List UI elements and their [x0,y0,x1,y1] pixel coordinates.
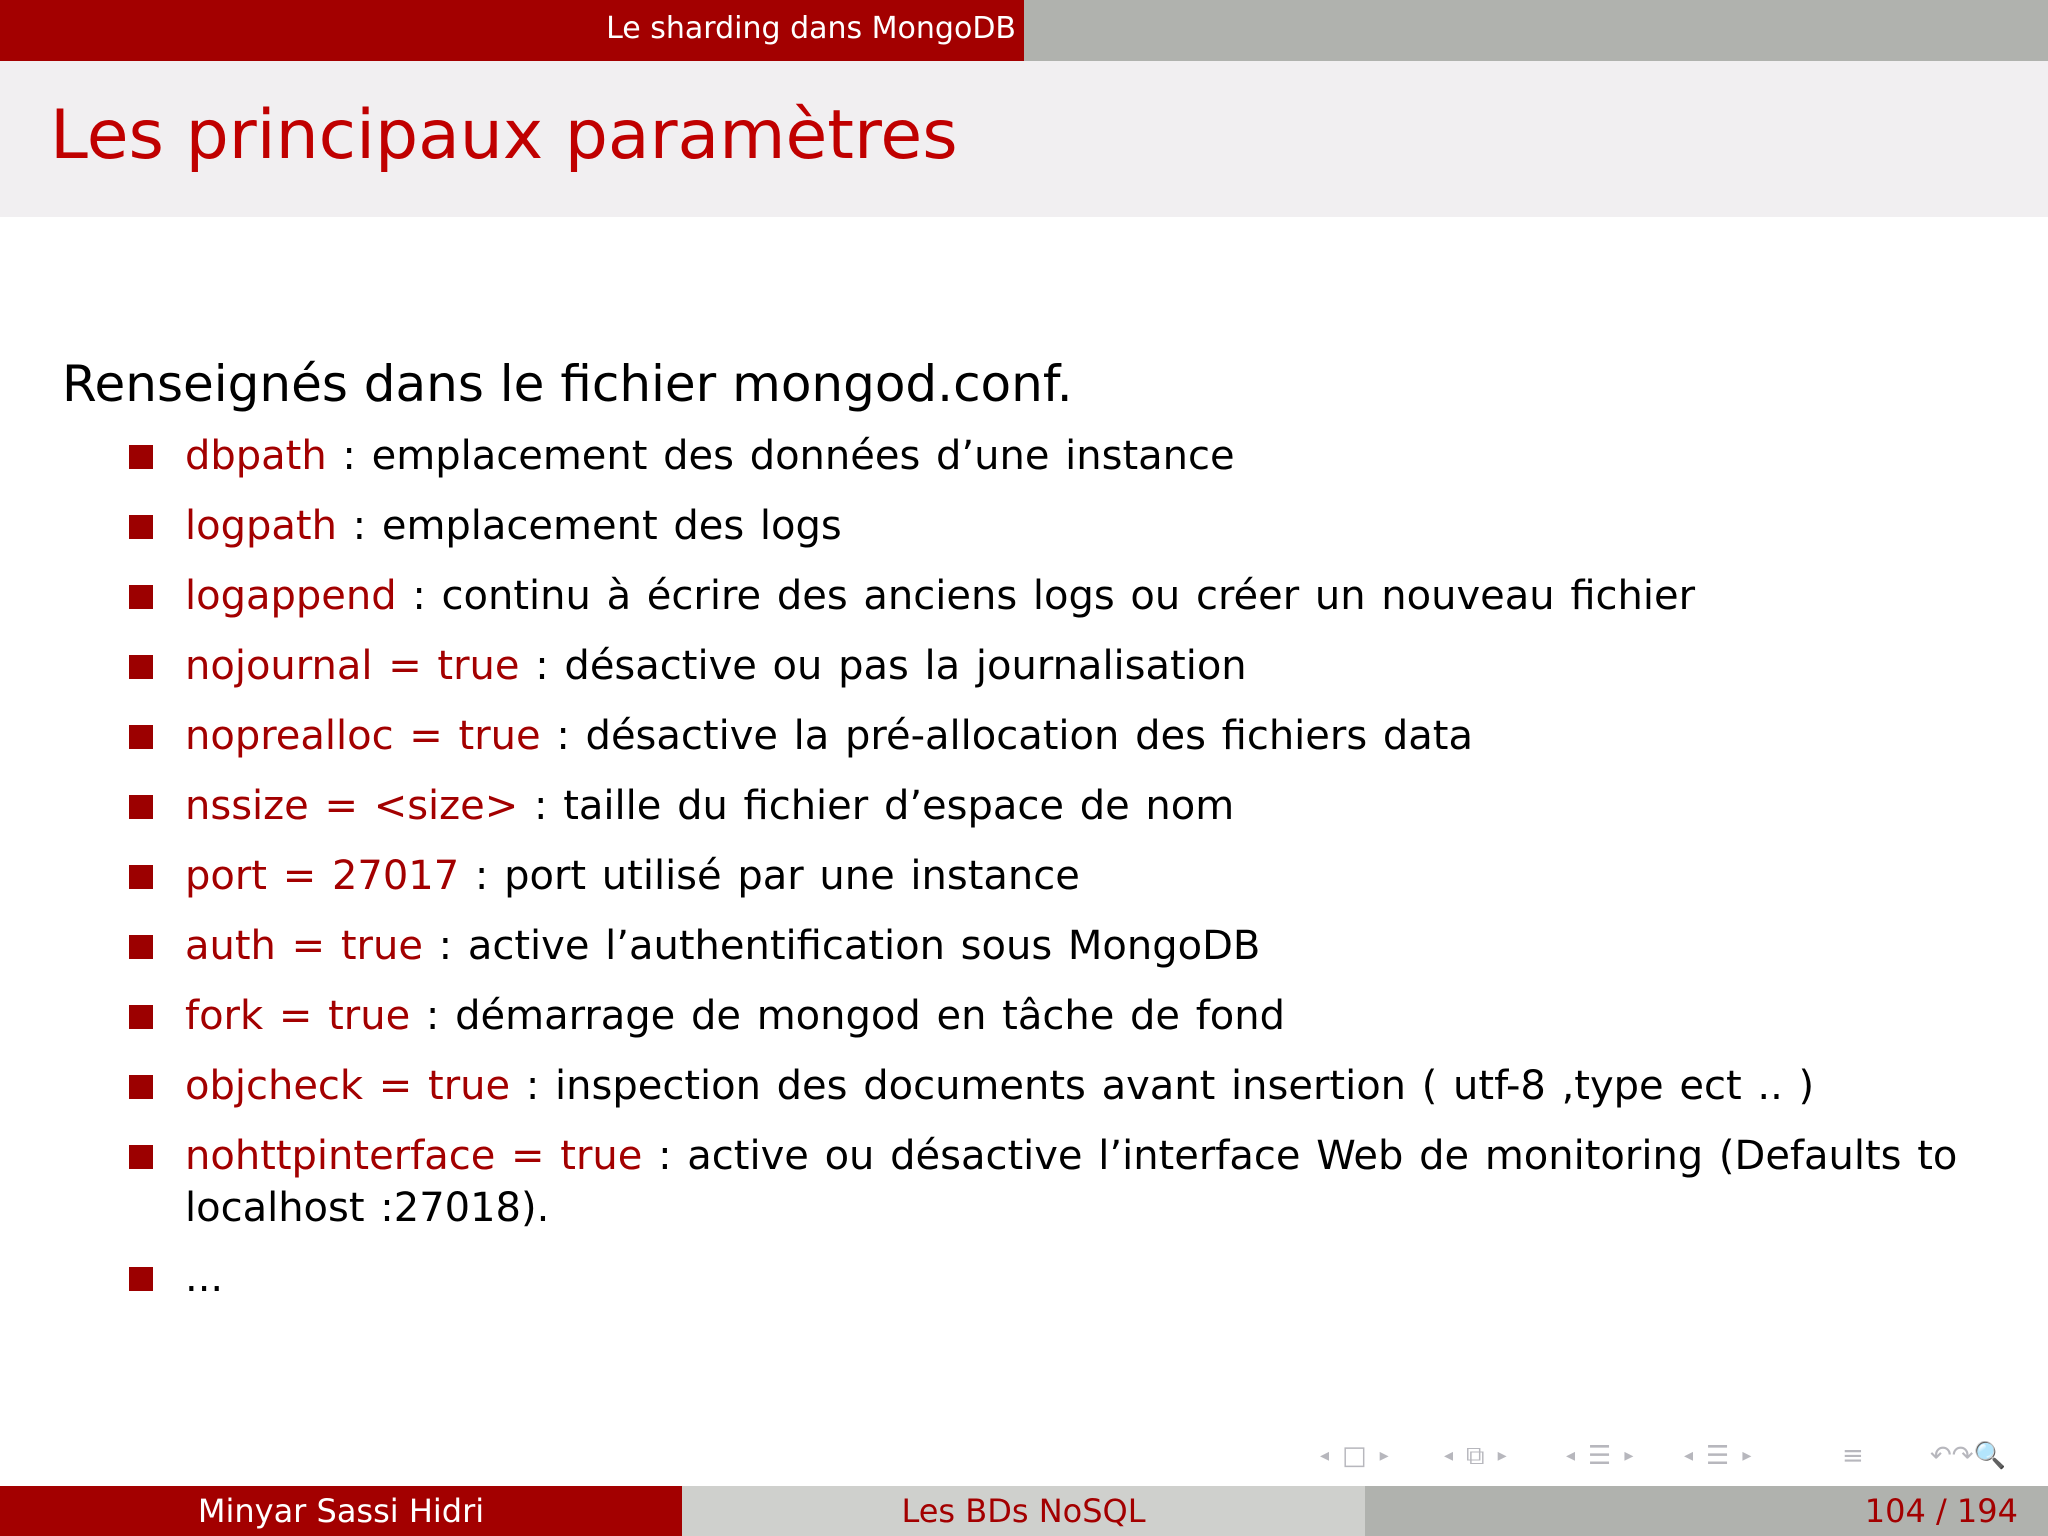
list-item [0,640,2048,692]
intro-text: Renseignés dans le fichier mongod.conf. [62,355,1073,413]
parameter-name: nojournal = true [185,643,520,689]
nav-next-subsection-icon[interactable]: ▸ [1497,1445,1507,1466]
nav-section-group[interactable] [1566,1438,1633,1474]
parameter-name: fork = true [185,993,411,1039]
nav-next-section-icon[interactable]: ▸ [1624,1445,1634,1466]
parameter-list [0,430,2048,1322]
parameter-name: objcheck = true [185,1063,511,1109]
nav-subsection-group[interactable] [1444,1438,1507,1474]
nav-prev-subsection-icon[interactable]: ◂ [1444,1445,1454,1466]
parameter-description: : active l’authentification sous MongoDB [422,923,1261,969]
parameter-name: logappend [185,573,397,619]
page-current: 104 [1864,1492,1926,1530]
list-item [0,430,2048,482]
subsection-icon[interactable]: ⧉ [1466,1441,1485,1471]
part-icon[interactable]: ☰ [1706,1441,1730,1471]
parameter-description: : port utilisé par une instance [459,853,1080,899]
nav-prev-frame-icon[interactable]: ◂ [1320,1445,1330,1466]
page-separator: / [1925,1492,1957,1530]
header-bar [0,0,2048,61]
parameter-name: auth = true [185,923,423,969]
bullet-icon [129,515,153,539]
bullet-icon [129,795,153,819]
page-total: 194 [1956,1492,2018,1530]
frame-title: Les principaux paramètres [50,96,958,175]
parameter-name: dbpath [185,433,327,479]
parameter-name: port = 27017 [185,853,460,899]
section-title: Le sharding dans MongoDB [606,11,1016,46]
back-forward-search-icon[interactable]: ↶↷🔍 [1930,1441,2006,1471]
parameter-description: : inspection des documents avant insertion ( utf-8 ,type ect .. ) [510,1063,1815,1109]
nav-document-group[interactable] [1836,1438,1870,1474]
document-icon[interactable]: ≡ [1842,1441,1864,1471]
parameter-description: : démarrage de mongod en tâche de fond [410,993,1286,1039]
bullet-icon [129,865,153,889]
nav-search-group[interactable] [1924,1438,2012,1474]
parameter-description: : continu à écrire des anciens logs ou créer un nouveau fichier [396,573,1696,619]
bullet-icon [129,445,153,469]
nav-prev-section-icon[interactable]: ◂ [1566,1445,1576,1466]
parameter-name: nohttpinterface = true [185,1133,643,1179]
bullet-icon [129,585,153,609]
parameter-description: : désactive ou pas la journalisation [519,643,1247,689]
list-item [0,780,2048,832]
bullet-icon [129,1145,153,1169]
parameter-description: : active ou désactive l’interface Web de monitoring (Defaults to localhost :27018). [185,1133,1958,1231]
parameter-description: : emplacement des données d’une instance [326,433,1235,479]
bullet-icon [129,725,153,749]
nav-next-frame-icon[interactable]: ▸ [1379,1445,1389,1466]
list-item [0,1130,2048,1234]
bullet-icon [129,1005,153,1029]
list-item [0,850,2048,902]
frame-title-band [0,61,2048,217]
bullet-icon [129,1075,153,1099]
bullet-icon [129,1267,153,1291]
navigation-bar [1320,1438,2030,1474]
nav-part-group[interactable] [1684,1438,1751,1474]
list-item [0,570,2048,622]
footer-author: Minyar Sassi Hidri [0,1486,682,1536]
parameter-description: : taille du fichier d’espace de nom [518,783,1235,829]
list-item [0,500,2048,552]
header-right-segment [1024,0,2048,61]
frame-icon[interactable]: □ [1342,1441,1367,1471]
parameter-name: logpath [185,503,337,549]
parameter-name: noprealloc = true [185,713,541,759]
nav-frame-group[interactable] [1320,1438,1389,1474]
parameter-description: : désactive la pré-allocation des fichiers data [540,713,1473,759]
bullet-icon [129,935,153,959]
list-item [0,920,2048,972]
nav-next-part-icon[interactable]: ▸ [1742,1445,1752,1466]
parameter-description: ... [185,1255,224,1301]
footer-title: Les BDs NoSQL [682,1486,1365,1536]
parameter-name: nssize = <size> [185,783,519,829]
bullet-icon [129,655,153,679]
nav-prev-part-icon[interactable]: ◂ [1684,1445,1694,1466]
parameter-description: : emplacement des logs [336,503,842,549]
section-icon[interactable]: ☰ [1588,1441,1612,1471]
list-item [0,710,2048,762]
footer-page-number [1365,1486,2048,1536]
list-item [0,1060,2048,1112]
list-item [0,990,2048,1042]
list-item [0,1252,2048,1304]
